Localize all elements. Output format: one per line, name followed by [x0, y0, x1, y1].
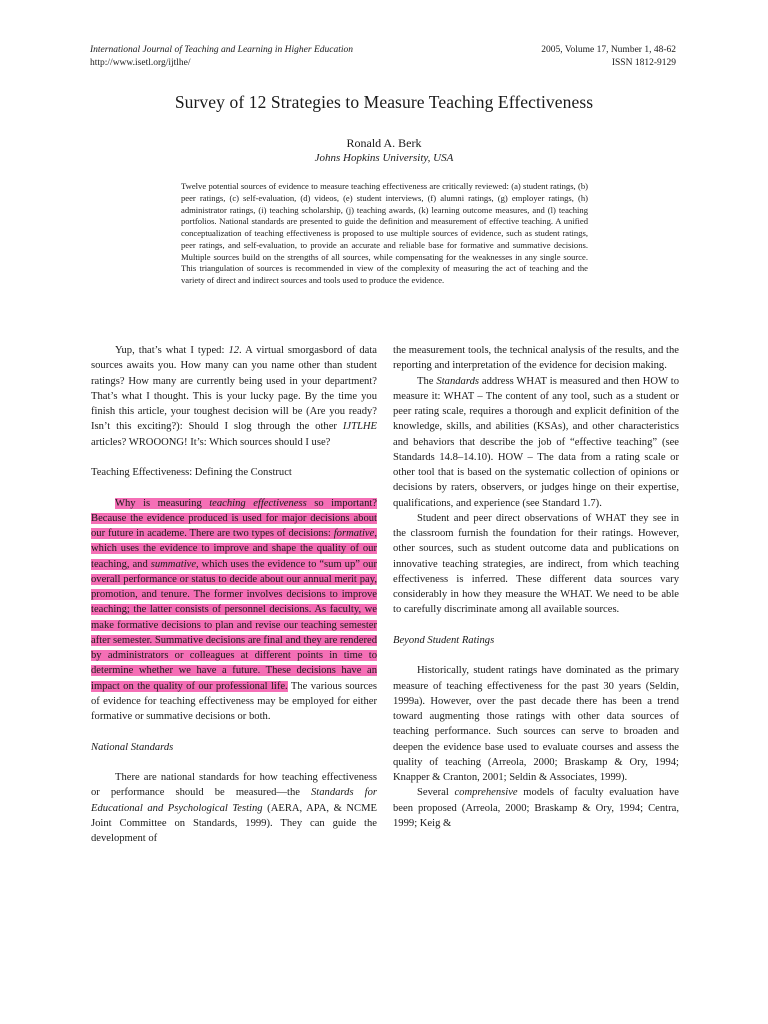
emphasis: Standards: [436, 375, 479, 387]
text-run: Why is measuring: [115, 497, 210, 509]
running-header-left: [90, 44, 353, 69]
journal-abbrev: IJTLHE: [342, 421, 377, 433]
text-run: , which uses the evidence to improve and shape the quality of our teaching, and: [91, 528, 377, 570]
observations-paragraph: Student and peer direct observations of WHAT they see in the classroom furnish the foundation for their ratings. However, other sources, such as student outcome data and publications on innovative teaching strategies, are indirect, from which teaching effectiveness is inferred. These different data sources vary considerably in how they measure the WHAT. We need to be able to carefully discriminate among all available sources.: [393, 512, 679, 616]
history-paragraph: Historically, student ratings have dominated as the primary measure of teaching effectiveness for the past 30 years (Seldin, 1999a). However, over the past decade there has been a trend toward augmenting those ratings with other data sources of teaching performance. Such sources can serve to broaden and deepen the evidence base used to evaluate courses and assess the quality of teaching (Arreola, 2000; Braskamp & Ory, 1994; Knapper & Cranton, 2001; Seldin & Associates, 1999).: [393, 665, 679, 783]
emphasis: summative: [150, 558, 197, 570]
continued-paragraph: the measurement tools, the technical analysis of the results, and the reporting and interpretation of the evidence for decision making.: [393, 345, 679, 372]
emphasis: Standards for Educational and Psychological Testing: [91, 787, 377, 814]
text-run: , which uses the evidence to “sum up” our overall performance or status to decide about our annual merit pay, promotion, and tenure. The former involves decisions to improve teaching; the latter consists of personnel decisions. As faculty, we make formative decisions to plan and revise our teaching semester after semester. Summative decisions are final and they are rendered by administrators or colleagues at different points in time to determine whether we have a future. These decisions have an impact on the quality of our professional life.: [91, 558, 378, 692]
text-run: address WHAT is measured and then HOW to measure it: WHAT – The content of any tool, such as a student or peer rating scale, requires a thorough and explicit definition of the knowledge, skills, and abilities (KSAs), and other characteristics and behaviors that describe the job of “effective teaching” (see Standards 14.8–14.10). HOW – The data from a rating scale or other tool that is based on the systematic collection of opinions or decisions by raters, observers, or judges hinge on their expertise, qualifications, and experience (see Standard 1.7).: [393, 375, 679, 509]
text-run: so important? Because the evidence produced is used for major decisions about our future in academe. There are two types of decisions:: [91, 497, 378, 539]
section-heading-beyond-ratings: Beyond Student Ratings: [393, 634, 495, 646]
text-run: Several: [417, 787, 455, 799]
emphasis: 12: [228, 345, 240, 356]
text-run: There are national standards for how teaching effectiveness or performance should be measured—the: [91, 772, 377, 799]
running-header-right: [541, 44, 676, 69]
text-run: articles? WROOONG! It’s: Which sources should I use?: [91, 436, 331, 448]
highlight: [91, 498, 377, 692]
issue-info: 2005, Volume 17, Number 1, 48-62: [541, 45, 676, 55]
text-run: models of faculty evaluation have been proposed (Arreola, 2000; Braskamp & Ory, 1994; Centra, 1999; Keig &: [393, 787, 679, 829]
section-heading-national-standards: National Standards: [91, 741, 174, 753]
highlighted-paragraph: [91, 496, 377, 725]
text-run: Yup, that’s what I typed:: [115, 345, 229, 356]
standards-what-how-paragraph: [393, 374, 679, 511]
standards-paragraph: [91, 770, 377, 846]
journal-name: International Journal of Teaching and Learning in Higher Education: [90, 45, 353, 55]
emphasis: comprehensive: [454, 787, 518, 799]
text-run: (AERA, APA, & NCME Joint Committee on Standards, 1999). They can guide the development of: [91, 802, 377, 844]
right-column: [393, 343, 679, 831]
text-run: . A virtual smorgasbord of data sources awaits you. How many can you name other than student ratings? How many are currently being used in your department? That’s what I thought. This is your lucky page. By the time you finish this article, your toughest decision will be (Are you ready? Isn’t this exciting?): Should I slog through the other: [91, 345, 378, 433]
intro-paragraph: [91, 343, 377, 450]
paper-title: Survey of 12 Strategies to Measure Teaching Effectiveness: [174, 92, 594, 112]
journal-url[interactable]: http://www.isetl.org/ijtlhe/: [90, 57, 191, 68]
emphasis: teaching effectiveness: [209, 497, 307, 509]
issn: ISSN 1812-9129: [611, 57, 676, 68]
text-run: The various sources of evidence for teaching effectiveness may be employed for either formative or summative decisions or both.: [91, 680, 377, 722]
left-column: [91, 343, 377, 846]
abstract: Twelve potential sources of evidence to measure teaching effectiveness are critically reviewed: (a) student ratings, (b) peer ratings, (c) self-evaluation, (d) videos, (e) student interviews, (f) alumni ratings, (g) employer ratings, (h) administrator ratings, (i) teaching scholarship, (j) teaching awards, (k) learning outcome measures, and (l) teaching portfolios. National standards are presented to guide the definition and measurement of effective teaching. A unified conceptualization of teaching effectiveness is proposed to use multiple sources of evidence, such as student ratings, peer ratings, and self-evaluation, to provide an accurate and reliable base for formative and summative decisions. Multiple sources build on the strengths of all sources, while compensating for the weaknesses in any single source. This triangulation of sources is recommended in view of the complexity of measuring the act of teaching and the variety of direct and indirect sources and tools used to produce the evidence.: [181, 181, 588, 285]
author-name: Ronald A. Berk: [346, 136, 422, 150]
text-run: The: [417, 375, 437, 387]
author-affiliation: Johns Hopkins University, USA: [314, 152, 454, 164]
section-heading-defining-construct: Teaching Effectiveness: Defining the Construct: [91, 467, 292, 478]
emphasis: formative: [333, 528, 375, 539]
models-paragraph: [393, 785, 679, 831]
